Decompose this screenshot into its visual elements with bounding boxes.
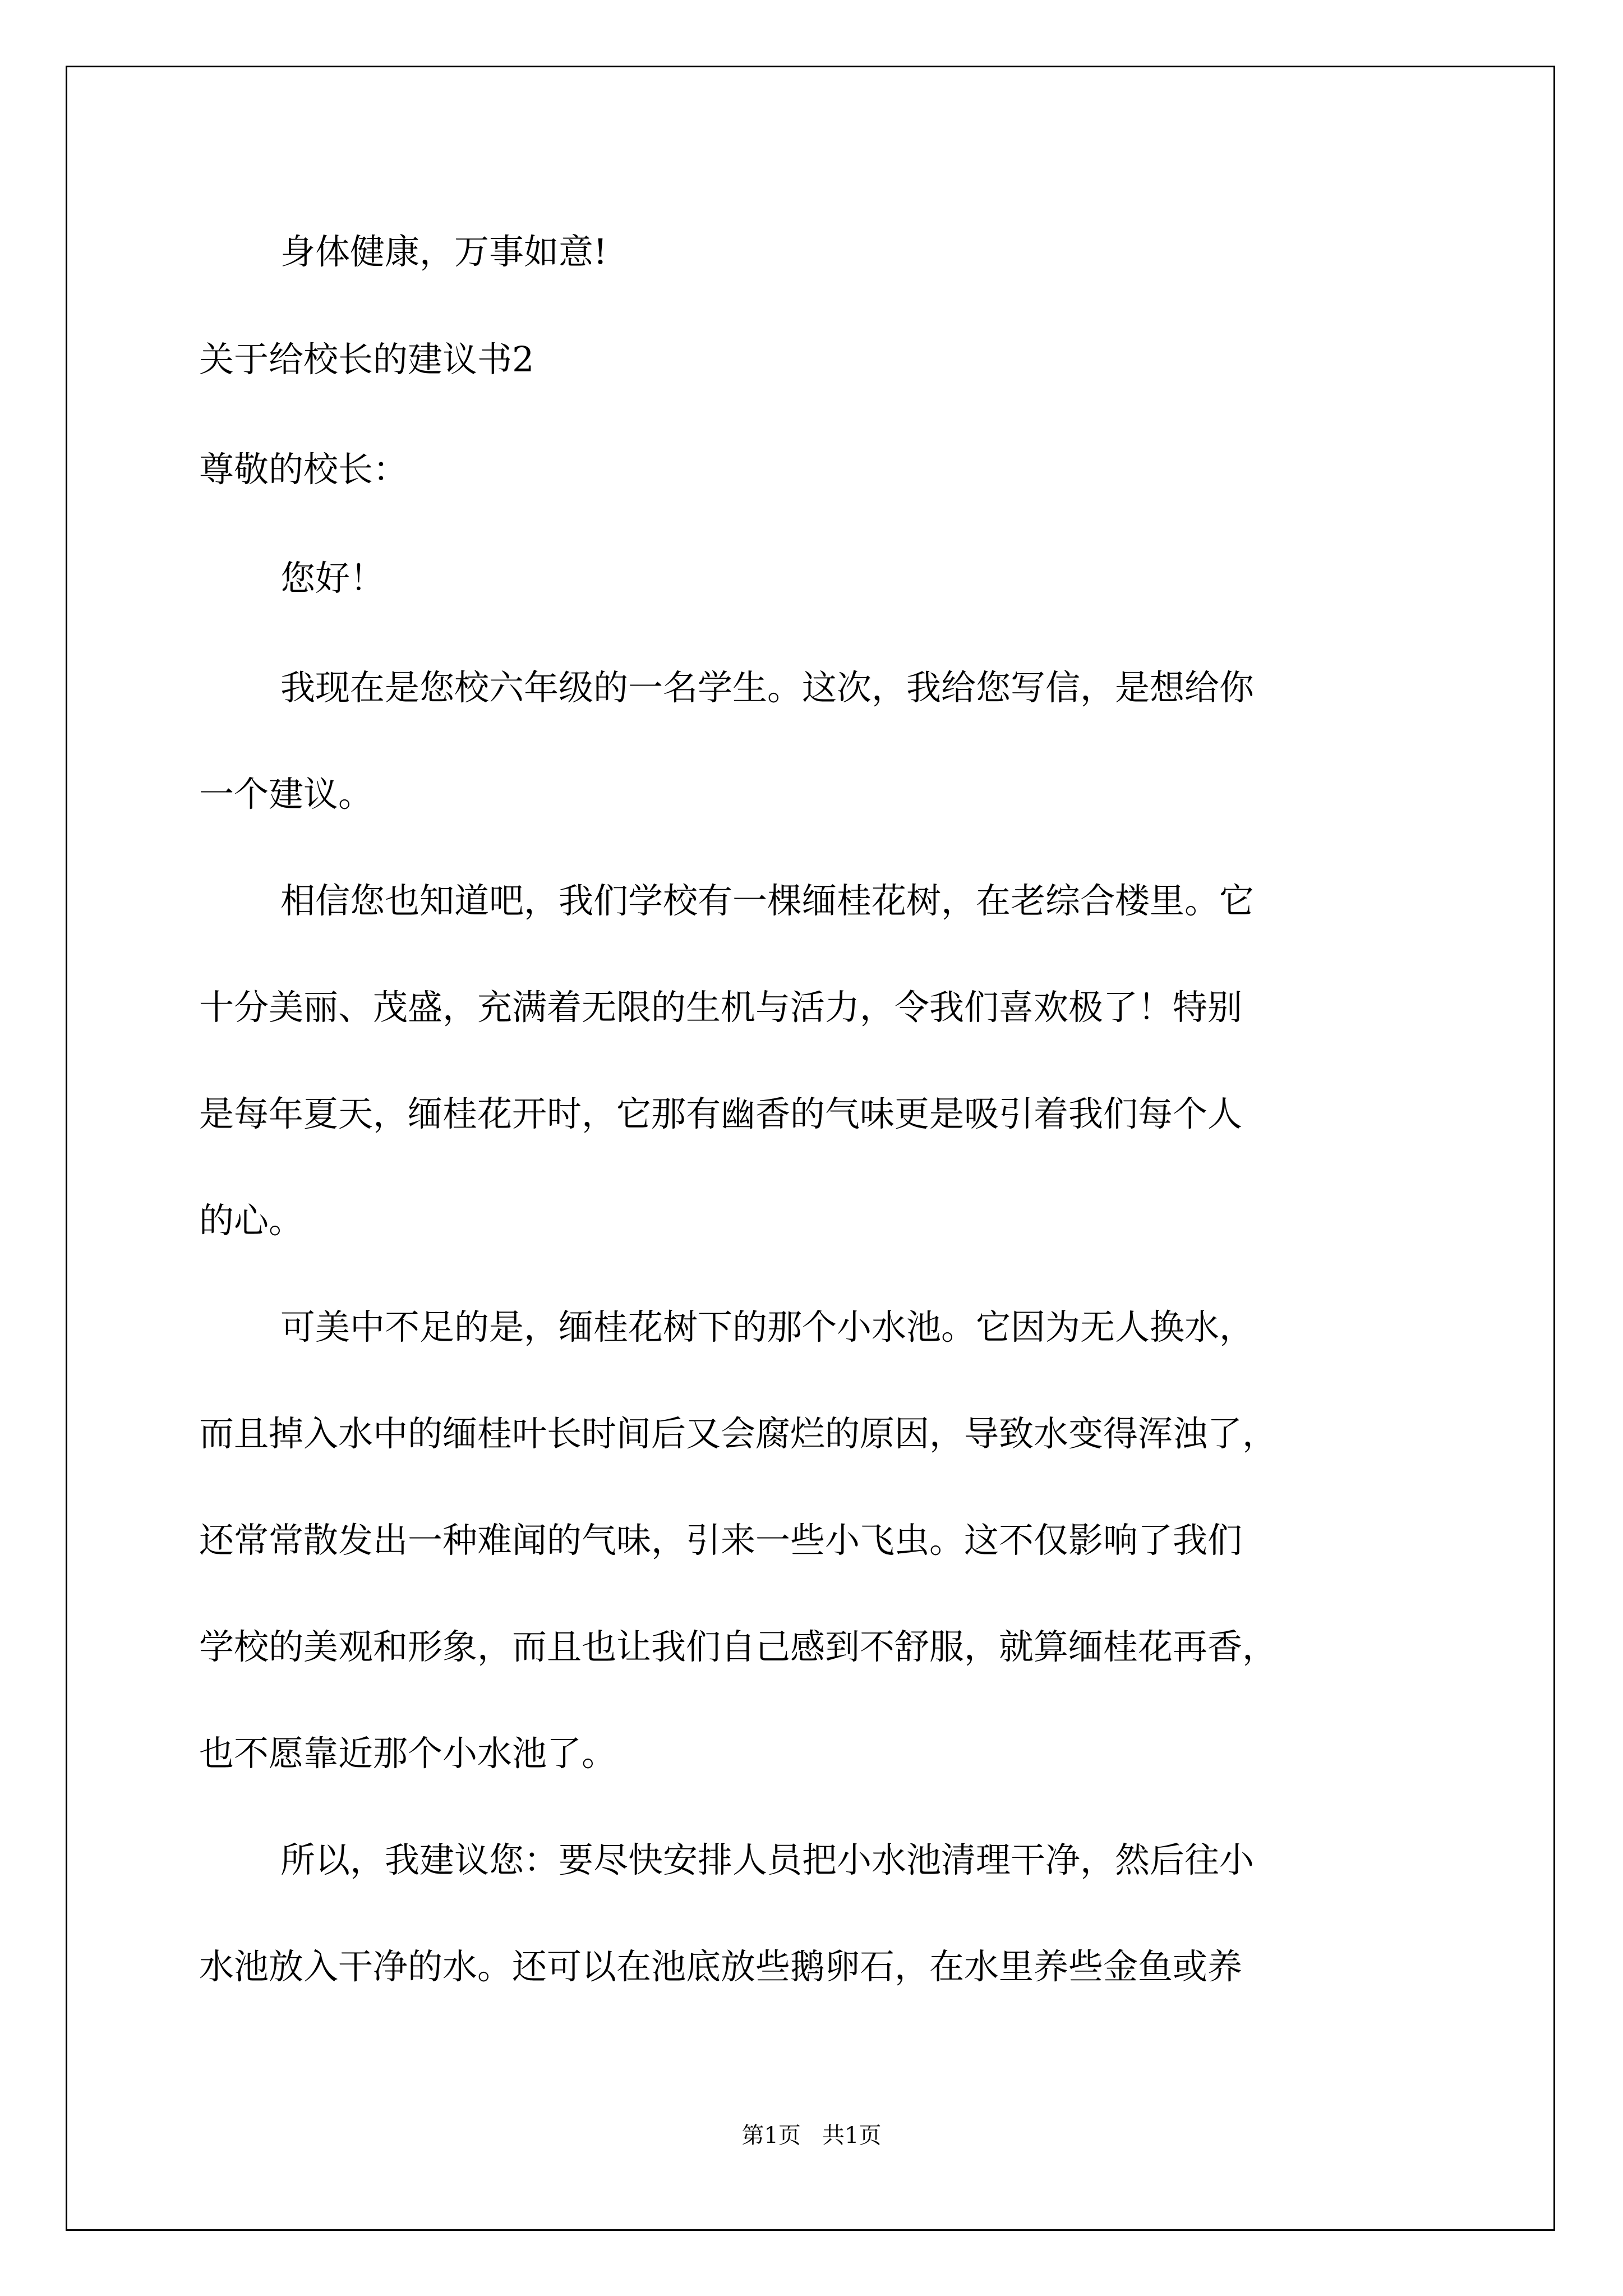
page-number: 第1页 共1页 <box>741 2123 882 2148</box>
paragraph-line: 也不愿靠近那个小水池了。 <box>199 1733 617 1774</box>
paragraph-line: 而且掉入水中的缅桂叶长时间后又会腐烂的原因，导致水变得浑浊了， <box>199 1413 1278 1454</box>
paragraph-line: 所以，我建议您：要尽快安排人员把小水池清理干净，然后往小 <box>280 1839 1255 1880</box>
paragraph-line: 水池放入干净的水。还可以在池底放些鹅卵石，在水里养些金鱼或养 <box>199 1946 1243 1987</box>
closing-wish: 身体健康，万事如意! <box>280 231 607 272</box>
section-title: 关于给校长的建议书2 <box>199 339 534 380</box>
paragraph-line: 的心。 <box>199 1200 304 1241</box>
paragraph-line: 学校的美观和形象，而且也让我们自己感到不舒服，就算缅桂花再香， <box>199 1626 1278 1667</box>
paragraph-line: 我现在是您校六年级的一名学生。这次，我给您写信，是想给你 <box>280 667 1255 708</box>
paragraph-line: 是每年夏天，缅桂花开时，它那有幽香的气味更是吸引着我们每个人 <box>199 1093 1243 1134</box>
page-border <box>66 66 1555 2231</box>
paragraph-line: 十分美丽、茂盛，充满着无限的生机与活力，令我们喜欢极了！特别 <box>199 987 1243 1028</box>
paragraph-line: 一个建议。 <box>199 774 374 815</box>
paragraph-line: 还常常散发出一种难闻的气味，引来一些小飞虫。这不仅影响了我们 <box>199 1520 1243 1561</box>
salutation: 尊敬的校长： <box>199 449 408 490</box>
paragraph-line: 可美中不足的是，缅桂花树下的那个小水池。它因为无人换水， <box>280 1306 1255 1347</box>
paragraph-line: 相信您也知道吧，我们学校有一棵缅桂花树，在老综合楼里。它 <box>280 880 1255 921</box>
greeting: 您好！ <box>280 558 385 599</box>
